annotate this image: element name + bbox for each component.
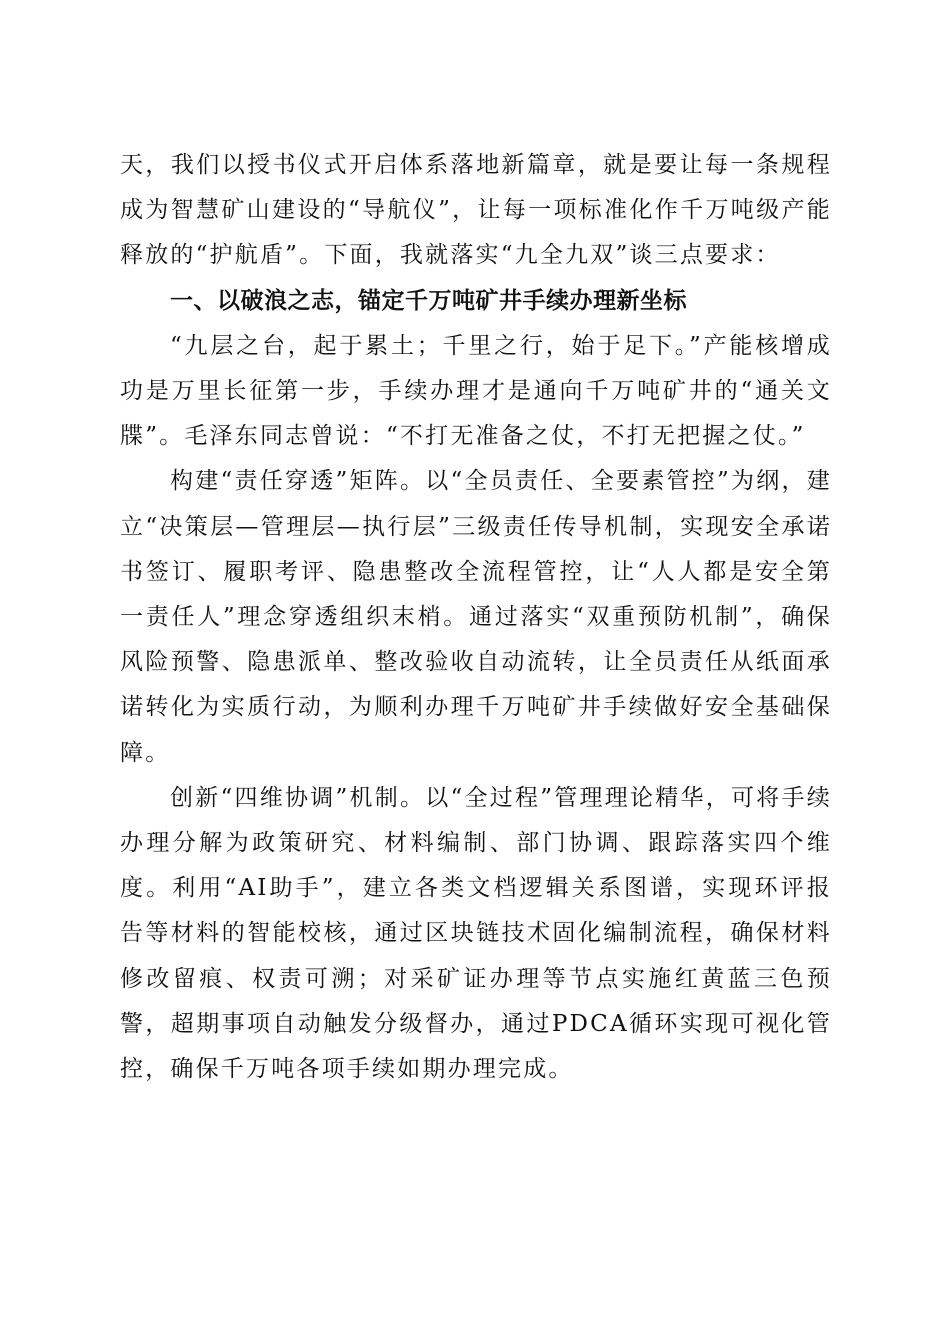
paragraph-continuation: 天，我们以授书仪式开启体系落地新篇章，就是要让每一条规程成为智慧矿山建设的“导航仪”，让每一项标准化作千万吨级产能释放的“护航盾”。下面，我就落实“九全九双”谈三点要求： [120, 152, 832, 269]
paragraph-coordination: 创新“四维协调”机制。以“全过程”管理理论精华，可将手续办理分解为政策研究、材料编制、部门协调、跟踪落实四个维度。利用“AI助手”，建立各类文档逻辑关系图谱，实现环评报告等材料的智能校核，通过区块链技术固化编制流程，确保材料修改留痕、权责可溯；对采矿证办理等节点实施红黄蓝三色预警，超期事项自动触发分级督办，通过PDCA循环实现可视化管控，确保千万吨各项手续如期办理完成。 [120, 784, 832, 1083]
paragraph-quote: “九层之台，起于累土；千里之行，始于足下。”产能核增成功是万里长征第一步，手续办理才是通向千万吨矿井的“通关文牒”。毛泽东同志曾说：“不打无准备之仗，不打无把握之仗。” [120, 332, 832, 450]
section-heading-1: 一、以破浪之志，锚定千万吨矿井手续办理新坐标 [170, 287, 687, 314]
document-body [120, 143, 832, 1092]
paragraph-responsibility: 构建“责任穿透”矩阵。以“全员责任、全要素管控”为纲，建立“决策层—管理层—执行层”三级责任传导机制，实现安全承诺书签订、履职考评、隐患整改全流程管控，让“人人都是安全第一责任人”理念穿透组织末梢。通过落实“双重预防机制”，确保风险预警、隐患派单、整改验收自动流转，让全员责任从纸面承诺转化为实质行动，为顺利办理千万吨矿井手续做好安全基础保障。 [120, 468, 832, 766]
